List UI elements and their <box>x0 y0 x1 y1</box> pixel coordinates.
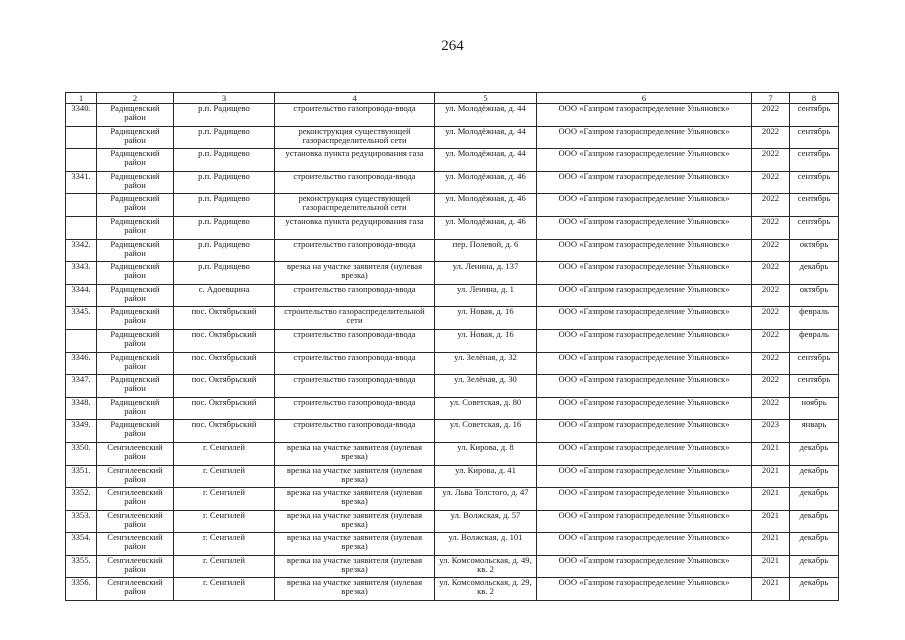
district-cell: Сенгилеевский район <box>97 578 174 601</box>
work-type-cell: реконструкция существующей газораспределительной сети <box>275 194 435 217</box>
header-cell: 7 <box>752 93 790 104</box>
table-row <box>66 171 839 194</box>
organization-cell: ООО «Газпром газораспределение Ульяновск» <box>537 375 752 398</box>
locality-cell: г. Сенгилей <box>174 465 275 488</box>
table-row <box>66 329 839 352</box>
year-cell: 2021 <box>752 578 790 601</box>
row-number-cell <box>66 126 97 149</box>
month-cell: декабрь <box>790 533 839 556</box>
work-type-cell: строительство газопровода-ввода <box>275 420 435 443</box>
month-cell: сентябрь <box>790 216 839 239</box>
table-row <box>66 104 839 127</box>
locality-cell: с. Адоевщина <box>174 284 275 307</box>
work-type-cell: строительство газопровода-ввода <box>275 284 435 307</box>
district-cell: Сенгилеевский район <box>97 442 174 465</box>
locality-cell: пос. Октябрьский <box>174 329 275 352</box>
table-row <box>66 555 839 578</box>
row-number-cell: 3355. <box>66 555 97 578</box>
address-cell: ул. Молодёжная, д. 44 <box>435 149 537 172</box>
header-cell: 8 <box>790 93 839 104</box>
address-cell: ул. Ленина, д. 1 <box>435 284 537 307</box>
work-type-cell: реконструкция существующей газораспределительной сети <box>275 126 435 149</box>
table-row <box>66 420 839 443</box>
header-cell: 2 <box>97 93 174 104</box>
work-type-cell: врезка на участке заявителя (нулевая врезка) <box>275 465 435 488</box>
month-cell: декабрь <box>790 442 839 465</box>
district-cell: Радищевский район <box>97 126 174 149</box>
row-number-cell: 3340. <box>66 104 97 127</box>
organization-cell: ООО «Газпром газораспределение Ульяновск» <box>537 171 752 194</box>
month-cell: сентябрь <box>790 375 839 398</box>
row-number-cell: 3344. <box>66 284 97 307</box>
year-cell: 2023 <box>752 420 790 443</box>
table-row <box>66 375 839 398</box>
district-cell: Радищевский район <box>97 329 174 352</box>
district-cell: Сенгилеевский район <box>97 488 174 511</box>
work-type-cell: врезка на участке заявителя (нулевая врезка) <box>275 442 435 465</box>
month-cell: декабрь <box>790 578 839 601</box>
month-cell: декабрь <box>790 488 839 511</box>
row-number-cell <box>66 149 97 172</box>
row-number-cell: 3347. <box>66 375 97 398</box>
organization-cell: ООО «Газпром газораспределение Ульяновск» <box>537 510 752 533</box>
page-number: 264 <box>441 38 464 54</box>
table-row <box>66 194 839 217</box>
address-cell: ул. Молодёжная, д. 46 <box>435 194 537 217</box>
address-cell: ул. Новая, д. 16 <box>435 307 537 330</box>
locality-cell: р.п. Радищево <box>174 239 275 262</box>
address-cell: ул. Ленина, д. 137 <box>435 262 537 285</box>
locality-cell: р.п. Радищево <box>174 262 275 285</box>
organization-cell: ООО «Газпром газораспределение Ульяновск» <box>537 397 752 420</box>
month-cell: октябрь <box>790 239 839 262</box>
row-number-cell: 3349. <box>66 420 97 443</box>
table-row <box>66 352 839 375</box>
table-row <box>66 533 839 556</box>
table-row <box>66 216 839 239</box>
table-row <box>66 284 839 307</box>
header-cell: 4 <box>275 93 435 104</box>
organization-cell: ООО «Газпром газораспределение Ульяновск» <box>537 488 752 511</box>
work-type-cell: врезка на участке заявителя (нулевая врезка) <box>275 533 435 556</box>
address-cell: ул. Комсомольская, д. 29, кв. 2 <box>435 578 537 601</box>
organization-cell: ООО «Газпром газораспределение Ульяновск» <box>537 239 752 262</box>
year-cell: 2022 <box>752 239 790 262</box>
work-type-cell: врезка на участке заявителя (нулевая врезка) <box>275 510 435 533</box>
table-row <box>66 239 839 262</box>
year-cell: 2021 <box>752 510 790 533</box>
work-type-cell: строительство газопровода-ввода <box>275 352 435 375</box>
month-cell: ноябрь <box>790 397 839 420</box>
organization-cell: ООО «Газпром газораспределение Ульяновск» <box>537 465 752 488</box>
locality-cell: р.п. Радищево <box>174 216 275 239</box>
work-type-cell: строительство газопровода-ввода <box>275 397 435 420</box>
month-cell: февраль <box>790 307 839 330</box>
work-type-cell: врезка на участке заявителя (нулевая врезка) <box>275 555 435 578</box>
year-cell: 2022 <box>752 397 790 420</box>
locality-cell: р.п. Радищево <box>174 149 275 172</box>
row-number-cell: 3354. <box>66 533 97 556</box>
year-cell: 2021 <box>752 442 790 465</box>
row-number-cell: 3353. <box>66 510 97 533</box>
organization-cell: ООО «Газпром газораспределение Ульяновск» <box>537 194 752 217</box>
header-cell: 6 <box>537 93 752 104</box>
row-number-cell: 3352. <box>66 488 97 511</box>
row-number-cell <box>66 329 97 352</box>
row-number-cell: 3346. <box>66 352 97 375</box>
address-cell: ул. Льва Толстого, д. 47 <box>435 488 537 511</box>
table-row <box>66 510 839 533</box>
work-type-cell: врезка на участке заявителя (нулевая врезка) <box>275 488 435 511</box>
header-cell: 5 <box>435 93 537 104</box>
work-type-cell: строительство газопровода-ввода <box>275 329 435 352</box>
table-row <box>66 149 839 172</box>
district-cell: Радищевский район <box>97 307 174 330</box>
locality-cell: пос. Октябрьский <box>174 397 275 420</box>
table-row <box>66 465 839 488</box>
address-cell: ул. Кирова, д. 41 <box>435 465 537 488</box>
row-number-cell: 3356. <box>66 578 97 601</box>
month-cell: сентябрь <box>790 352 839 375</box>
district-cell: Радищевский район <box>97 239 174 262</box>
district-cell: Радищевский район <box>97 194 174 217</box>
header-cell: 1 <box>66 93 97 104</box>
district-cell: Радищевский район <box>97 216 174 239</box>
district-cell: Радищевский район <box>97 262 174 285</box>
year-cell: 2022 <box>752 216 790 239</box>
locality-cell: р.п. Радищево <box>174 171 275 194</box>
table-row <box>66 488 839 511</box>
district-cell: Радищевский район <box>97 149 174 172</box>
organization-cell: ООО «Газпром газораспределение Ульяновск» <box>537 104 752 127</box>
year-cell: 2021 <box>752 533 790 556</box>
organization-cell: ООО «Газпром газораспределение Ульяновск» <box>537 555 752 578</box>
table-body <box>66 104 839 601</box>
locality-cell: р.п. Радищево <box>174 194 275 217</box>
district-cell: Радищевский район <box>97 375 174 398</box>
month-cell: октябрь <box>790 284 839 307</box>
year-cell: 2022 <box>752 262 790 285</box>
table-row <box>66 307 839 330</box>
month-cell: декабрь <box>790 555 839 578</box>
year-cell: 2022 <box>752 104 790 127</box>
organization-cell: ООО «Газпром газораспределение Ульяновск» <box>537 329 752 352</box>
row-number-cell: 3348. <box>66 397 97 420</box>
work-type-cell: строительство газопровода-ввода <box>275 171 435 194</box>
work-type-cell: строительство газопровода-ввода <box>275 375 435 398</box>
work-type-cell: установка пункта редуцирования газа <box>275 216 435 239</box>
work-type-cell: установка пункта редуцирования газа <box>275 149 435 172</box>
table-header-row <box>66 93 839 104</box>
row-number-cell: 3350. <box>66 442 97 465</box>
work-type-cell: строительство газораспределительной сети <box>275 307 435 330</box>
table-row <box>66 262 839 285</box>
address-cell: ул. Молодёжная, д. 44 <box>435 104 537 127</box>
row-number-cell: 3351. <box>66 465 97 488</box>
locality-cell: пос. Октябрьский <box>174 420 275 443</box>
locality-cell: г. Сенгилей <box>174 555 275 578</box>
table-row <box>66 397 839 420</box>
gas-works-table <box>65 92 839 601</box>
year-cell: 2022 <box>752 352 790 375</box>
organization-cell: ООО «Газпром газораспределение Ульяновск» <box>537 216 752 239</box>
organization-cell: ООО «Газпром газораспределение Ульяновск» <box>537 149 752 172</box>
locality-cell: пос. Октябрьский <box>174 307 275 330</box>
year-cell: 2022 <box>752 171 790 194</box>
year-cell: 2022 <box>752 329 790 352</box>
address-cell: ул. Молодёжная, д. 46 <box>435 171 537 194</box>
address-cell: ул. Молодёжная, д. 44 <box>435 126 537 149</box>
district-cell: Радищевский район <box>97 352 174 375</box>
address-cell: ул. Советская, д. 80 <box>435 397 537 420</box>
address-cell: ул. Кирова, д. 8 <box>435 442 537 465</box>
month-cell: сентябрь <box>790 104 839 127</box>
work-type-cell: строительство газопровода-ввода <box>275 239 435 262</box>
district-cell: Сенгилеевский район <box>97 555 174 578</box>
year-cell: 2022 <box>752 126 790 149</box>
organization-cell: ООО «Газпром газораспределение Ульяновск» <box>537 533 752 556</box>
row-number-cell: 3341. <box>66 171 97 194</box>
row-number-cell <box>66 194 97 217</box>
address-cell: ул. Зелёная, д. 30 <box>435 375 537 398</box>
year-cell: 2021 <box>752 465 790 488</box>
organization-cell: ООО «Газпром газораспределение Ульяновск» <box>537 262 752 285</box>
work-type-cell: строительство газопровода-ввода <box>275 104 435 127</box>
district-cell: Радищевский район <box>97 397 174 420</box>
month-cell: сентябрь <box>790 194 839 217</box>
organization-cell: ООО «Газпром газораспределение Ульяновск» <box>537 284 752 307</box>
locality-cell: р.п. Радищево <box>174 104 275 127</box>
address-cell: ул. Советская, д. 16 <box>435 420 537 443</box>
month-cell: декабрь <box>790 262 839 285</box>
month-cell: декабрь <box>790 465 839 488</box>
locality-cell: г. Сенгилей <box>174 578 275 601</box>
month-cell: сентябрь <box>790 126 839 149</box>
locality-cell: пос. Октябрьский <box>174 375 275 398</box>
year-cell: 2021 <box>752 488 790 511</box>
district-cell: Радищевский район <box>97 284 174 307</box>
district-cell: Сенгилеевский район <box>97 533 174 556</box>
month-cell: декабрь <box>790 510 839 533</box>
organization-cell: ООО «Газпром газораспределение Ульяновск» <box>537 420 752 443</box>
district-cell: Радищевский район <box>97 104 174 127</box>
table-row <box>66 126 839 149</box>
organization-cell: ООО «Газпром газораспределение Ульяновск» <box>537 442 752 465</box>
row-number-cell: 3343. <box>66 262 97 285</box>
address-cell: ул. Зелёная, д. 32 <box>435 352 537 375</box>
district-cell: Радищевский район <box>97 171 174 194</box>
row-number-cell: 3342. <box>66 239 97 262</box>
locality-cell: г. Сенгилей <box>174 442 275 465</box>
work-type-cell: врезка на участке заявителя (нулевая врезка) <box>275 262 435 285</box>
organization-cell: ООО «Газпром газораспределение Ульяновск» <box>537 307 752 330</box>
table-row <box>66 442 839 465</box>
work-type-cell: врезка на участке заявителя (нулевая врезка) <box>275 578 435 601</box>
year-cell: 2022 <box>752 375 790 398</box>
header-cell: 3 <box>174 93 275 104</box>
locality-cell: пос. Октябрьский <box>174 352 275 375</box>
address-cell: ул. Комсомольская, д. 49, кв. 2 <box>435 555 537 578</box>
district-cell: Сенгилеевский район <box>97 465 174 488</box>
address-cell: пер. Полевой, д. 6 <box>435 239 537 262</box>
month-cell: февраль <box>790 329 839 352</box>
district-cell: Радищевский район <box>97 420 174 443</box>
address-cell: ул. Волжская, д. 57 <box>435 510 537 533</box>
year-cell: 2022 <box>752 284 790 307</box>
year-cell: 2021 <box>752 555 790 578</box>
year-cell: 2022 <box>752 307 790 330</box>
district-cell: Сенгилеевский район <box>97 510 174 533</box>
row-number-cell <box>66 216 97 239</box>
locality-cell: г. Сенгилей <box>174 533 275 556</box>
organization-cell: ООО «Газпром газораспределение Ульяновск» <box>537 578 752 601</box>
address-cell: ул. Волжская, д. 101 <box>435 533 537 556</box>
year-cell: 2022 <box>752 149 790 172</box>
row-number-cell: 3345. <box>66 307 97 330</box>
locality-cell: р.п. Радищево <box>174 126 275 149</box>
address-cell: ул. Молодёжная, д. 46 <box>435 216 537 239</box>
table-row <box>66 578 839 601</box>
organization-cell: ООО «Газпром газораспределение Ульяновск» <box>537 126 752 149</box>
address-cell: ул. Новая, д. 16 <box>435 329 537 352</box>
year-cell: 2022 <box>752 194 790 217</box>
month-cell: январь <box>790 420 839 443</box>
month-cell: сентябрь <box>790 149 839 172</box>
organization-cell: ООО «Газпром газораспределение Ульяновск» <box>537 352 752 375</box>
locality-cell: г. Сенгилей <box>174 488 275 511</box>
locality-cell: г. Сенгилей <box>174 510 275 533</box>
month-cell: сентябрь <box>790 171 839 194</box>
